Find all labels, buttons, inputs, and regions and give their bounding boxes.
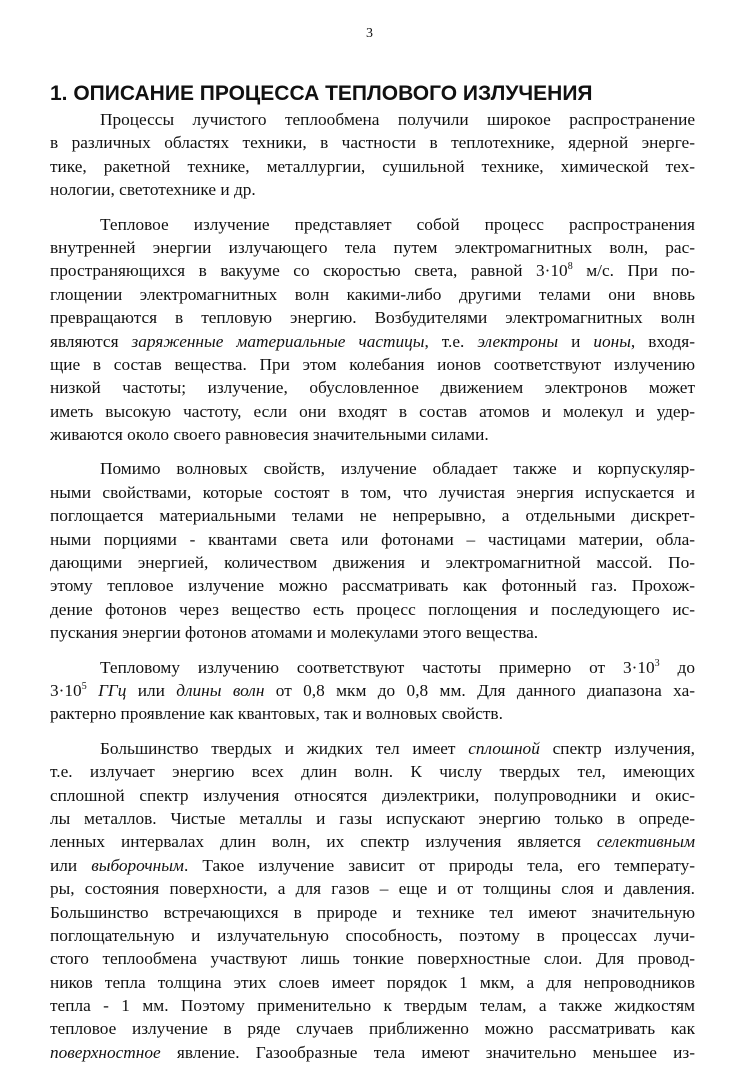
text-line: тепла - 1 мм. Поэтому применительно к твердым телам, а также жидкостям [50, 996, 695, 1016]
text-line: $3\cdot 10^5$ ГГц или длины волн от 0,8 мкм до 0,8 мм. Для данного диапазона ха- [50, 680, 695, 700]
text-line: рактерно проявление как квантовых, так и волновых свойств. [50, 704, 503, 724]
text-line: стого теплообмена участвуют лишь тонкие поверхностные слои. Для провод- [50, 949, 695, 969]
text-line: ными порциями - квантами света или фотонами – частицами материи, обла- [50, 529, 695, 549]
text-line: в различных областях техники, в частности в теплотехнике, ядерной энерге- [50, 133, 695, 153]
text-line: тике, ракетной технике, металлургии, сушильной технике, химической тех- [50, 156, 695, 176]
text-line: Процессы лучистого теплообмена получили широкое распространение [100, 110, 695, 129]
text-line: этому тепловое излучение можно рассматривать как фотонный газ. Прохож- [50, 576, 695, 596]
text-line: дение фотонов через вещество есть процесс поглощения и последующего ис- [50, 599, 695, 619]
paragraph [50, 656, 695, 726]
text-line: пускания энергии фотонов атомами и молекулами этого вещества. [50, 623, 539, 643]
text-line: ры, состояния поверхности, а для газов – еще и от толщины слоя и давления. [50, 879, 695, 899]
paragraph-gap [50, 645, 695, 656]
text-line: щие в состав вещества. При этом колебания ионов соответствуют излучению [50, 354, 695, 374]
paragraph [50, 737, 695, 1064]
text-line: нологии, светотехнике и др. [50, 180, 256, 200]
section-heading: 1. ОПИСАНИЕ ПРОЦЕССА ТЕПЛОВОГО ИЗЛУЧЕНИЯ [50, 82, 593, 105]
paragraph-gap [50, 446, 695, 457]
text-line: дающими энергией, количеством движения и электромагнитной массой. По- [50, 553, 695, 573]
text-line: глощении электромагнитных волн какими-либо другими телами они вновь [50, 284, 695, 304]
text-line: т.е. излучает энергию всех длин волн. К числу твердых тел, имеющих [50, 762, 695, 782]
page-number: 3 [366, 26, 373, 41]
paragraph [50, 108, 695, 202]
text-line: ными свойствами, которые состоят в том, что лучистая энергия испускается и [50, 482, 695, 502]
text-line: внутренней энергии излучающего тела путем электромагнитных волн, рас- [50, 237, 695, 257]
text-line: или выборочным. Такое излучение зависит от природы тела, его температу- [50, 855, 695, 875]
text-line: поглощательную и излучательную способность, поэтому в процессах лучи- [50, 925, 695, 945]
text-line: лы металлов. Чистые металлы и газы испускают энергию только в опреде- [50, 808, 695, 828]
text-line: Тепловому излучению соответствуют частоты примерно от $3\cdot 10^3$ до [100, 657, 695, 677]
paragraph [50, 457, 695, 644]
paragraph-gap [50, 726, 695, 737]
text-line: ленных интервалах длин волн, их спектр излучения является селективным [50, 832, 695, 852]
text-line: тепловое излучение в ряде случаев приближенно можно рассматривать как [50, 1019, 695, 1039]
text-line: поверхностное явление. Газообразные тела имеют значительно меньшее из- [50, 1042, 695, 1062]
text-line: являются заряженные материальные частицы, т.е. электроны и ионы, входя- [50, 331, 695, 351]
paragraph-gap [50, 202, 695, 213]
text-line: сплошной спектр излучения относятся диэлектрики, полупроводники и окис- [50, 785, 695, 805]
text-line: Тепловое излучение представляет собой процесс распространения [100, 214, 695, 234]
text-line: поглощается материальными телами не непрерывно, а отдельными дискрет- [50, 506, 695, 526]
text-line: Большинство твердых и жидких тел имеет сплошной спектр излучения, [100, 738, 695, 758]
text-line: ников тепла толщина этих слоев имеет порядок 1 мкм, а для непроводников [50, 972, 695, 992]
paragraph [50, 213, 695, 447]
text-line: Помимо волновых свойств, излучение обладает также и корпускуляр- [100, 459, 695, 479]
body-text [50, 108, 695, 1064]
text-line: низкой частоты; излучение, обусловленное движением электронов может [50, 378, 695, 398]
text-line: пространяющихся в вакууме со скоростью света, равной $3\cdot 10^8$ м/с. При по- [50, 261, 695, 281]
text-line: живаются около своего равновесия значительными силами. [50, 425, 489, 445]
text-line: Большинство встречающихся в природе и технике тел имеют значительную [50, 902, 695, 922]
text-line: превращаются в тепловую энергию. Возбудителями электромагнитных волн [50, 308, 695, 328]
text-line: иметь высокую частоту, если они входят в состав атомов и молекул и удер- [50, 401, 695, 421]
